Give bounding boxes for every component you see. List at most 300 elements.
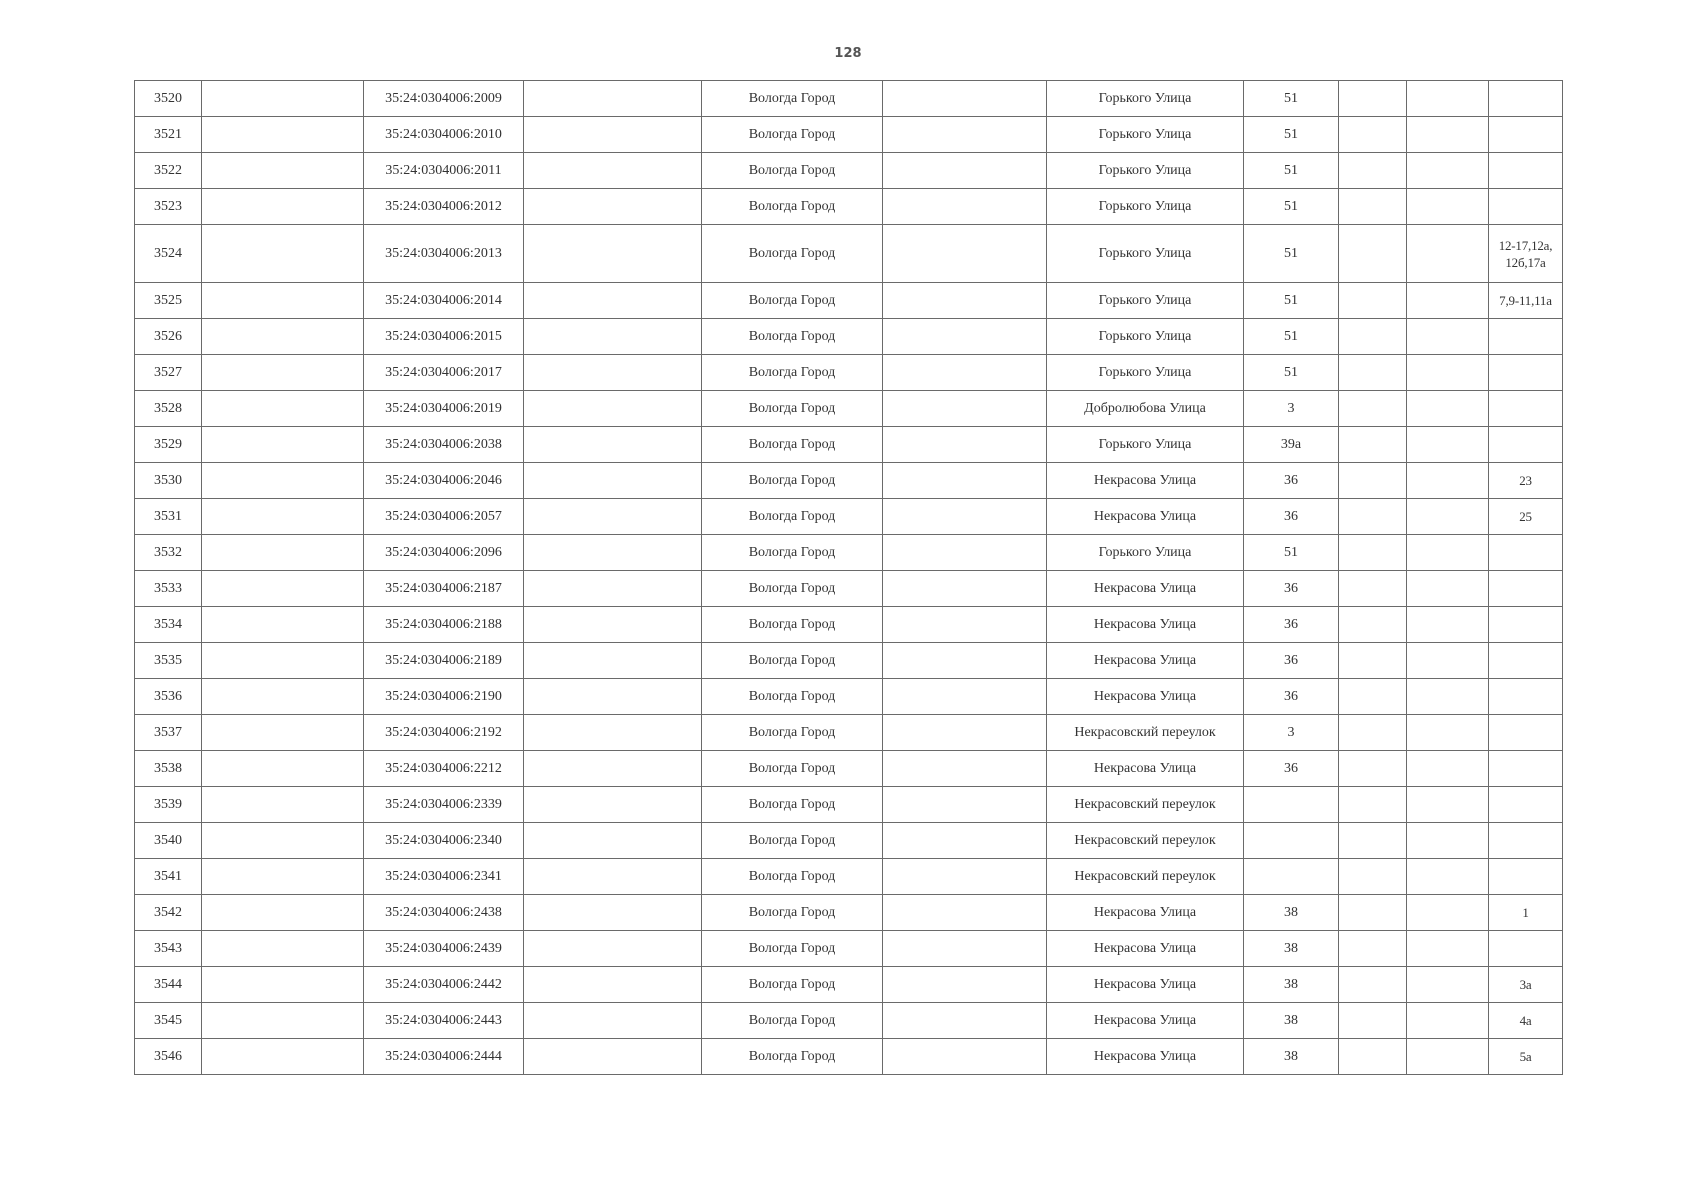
table-row bbox=[135, 355, 1563, 391]
cell-col2 bbox=[202, 283, 364, 319]
cell-col2 bbox=[202, 715, 364, 751]
city: Вологда Город bbox=[702, 715, 883, 751]
cell-col10 bbox=[1407, 283, 1489, 319]
city: Вологда Город bbox=[702, 117, 883, 153]
apartment-numbers bbox=[1489, 189, 1563, 225]
cadastral-number: 35:24:0304006:2012 bbox=[364, 189, 524, 225]
cell-col4 bbox=[524, 859, 702, 895]
cell-col6 bbox=[883, 643, 1047, 679]
cell-col9 bbox=[1339, 81, 1407, 117]
city: Вологда Город bbox=[702, 571, 883, 607]
street: Некрасова Улица bbox=[1047, 499, 1244, 535]
city: Вологда Город bbox=[702, 1039, 883, 1075]
cell-col9 bbox=[1339, 823, 1407, 859]
house-number bbox=[1244, 823, 1339, 859]
cell-col9 bbox=[1339, 895, 1407, 931]
table-row bbox=[135, 931, 1563, 967]
house-number bbox=[1244, 787, 1339, 823]
cell-col4 bbox=[524, 571, 702, 607]
cell-col4 bbox=[524, 607, 702, 643]
apartment-numbers bbox=[1489, 787, 1563, 823]
cell-col10 bbox=[1407, 153, 1489, 189]
cell-col9 bbox=[1339, 715, 1407, 751]
cell-col2 bbox=[202, 679, 364, 715]
apartment-numbers bbox=[1489, 319, 1563, 355]
cadastral-number: 35:24:0304006:2212 bbox=[364, 751, 524, 787]
cadastral-number: 35:24:0304006:2009 bbox=[364, 81, 524, 117]
cell-col4 bbox=[524, 751, 702, 787]
cell-col4 bbox=[524, 643, 702, 679]
cell-col9 bbox=[1339, 571, 1407, 607]
cell-col9 bbox=[1339, 117, 1407, 153]
cell-col6 bbox=[883, 391, 1047, 427]
cell-col2 bbox=[202, 643, 364, 679]
house-number: 51 bbox=[1244, 81, 1339, 117]
cell-col4 bbox=[524, 499, 702, 535]
apartment-numbers: 3а bbox=[1489, 967, 1563, 1003]
apartment-numbers bbox=[1489, 391, 1563, 427]
cell-col10 bbox=[1407, 679, 1489, 715]
cell-col9 bbox=[1339, 319, 1407, 355]
cell-col2 bbox=[202, 427, 364, 463]
house-number: 51 bbox=[1244, 283, 1339, 319]
cell-col6 bbox=[883, 679, 1047, 715]
house-number bbox=[1244, 859, 1339, 895]
table-row bbox=[135, 967, 1563, 1003]
cell-col4 bbox=[524, 787, 702, 823]
cadastral-number: 35:24:0304006:2339 bbox=[364, 787, 524, 823]
cadastral-number: 35:24:0304006:2046 bbox=[364, 463, 524, 499]
city: Вологда Город bbox=[702, 751, 883, 787]
house-number: 36 bbox=[1244, 463, 1339, 499]
record-number: 3540 bbox=[135, 823, 202, 859]
record-number: 3539 bbox=[135, 787, 202, 823]
cadastral-number: 35:24:0304006:2443 bbox=[364, 1003, 524, 1039]
cell-col2 bbox=[202, 535, 364, 571]
cadastral-number: 35:24:0304006:2019 bbox=[364, 391, 524, 427]
cell-col2 bbox=[202, 787, 364, 823]
cell-col10 bbox=[1407, 225, 1489, 283]
house-number: 36 bbox=[1244, 499, 1339, 535]
cell-col2 bbox=[202, 153, 364, 189]
cadastral-number: 35:24:0304006:2190 bbox=[364, 679, 524, 715]
house-number: 36 bbox=[1244, 643, 1339, 679]
cell-col9 bbox=[1339, 751, 1407, 787]
apartment-numbers bbox=[1489, 643, 1563, 679]
cell-col9 bbox=[1339, 499, 1407, 535]
cell-col6 bbox=[883, 895, 1047, 931]
street: Горького Улица bbox=[1047, 189, 1244, 225]
city: Вологда Город bbox=[702, 283, 883, 319]
cell-col10 bbox=[1407, 117, 1489, 153]
house-number: 3 bbox=[1244, 715, 1339, 751]
street: Некрасова Улица bbox=[1047, 643, 1244, 679]
apartment-numbers: 1 bbox=[1489, 895, 1563, 931]
cell-col10 bbox=[1407, 427, 1489, 463]
cell-col9 bbox=[1339, 643, 1407, 679]
cell-col2 bbox=[202, 823, 364, 859]
cell-col10 bbox=[1407, 499, 1489, 535]
apartment-numbers bbox=[1489, 81, 1563, 117]
cell-col10 bbox=[1407, 931, 1489, 967]
street: Некрасовский переулок bbox=[1047, 859, 1244, 895]
cell-col4 bbox=[524, 225, 702, 283]
record-number: 3544 bbox=[135, 967, 202, 1003]
city: Вологда Город bbox=[702, 499, 883, 535]
record-number: 3538 bbox=[135, 751, 202, 787]
apartment-numbers: 12-17,12а, 12б,17а bbox=[1489, 225, 1563, 283]
cell-col6 bbox=[883, 535, 1047, 571]
cadastral-number: 35:24:0304006:2439 bbox=[364, 931, 524, 967]
cadastral-number: 35:24:0304006:2017 bbox=[364, 355, 524, 391]
cell-col6 bbox=[883, 1003, 1047, 1039]
cell-col9 bbox=[1339, 1039, 1407, 1075]
house-number: 51 bbox=[1244, 535, 1339, 571]
cell-col6 bbox=[883, 319, 1047, 355]
cell-col10 bbox=[1407, 715, 1489, 751]
apartment-numbers: 23 bbox=[1489, 463, 1563, 499]
cell-col4 bbox=[524, 463, 702, 499]
street: Горького Улица bbox=[1047, 117, 1244, 153]
cell-col4 bbox=[524, 1003, 702, 1039]
cell-col4 bbox=[524, 895, 702, 931]
cell-col10 bbox=[1407, 787, 1489, 823]
cell-col9 bbox=[1339, 967, 1407, 1003]
table-row bbox=[135, 571, 1563, 607]
cell-col10 bbox=[1407, 823, 1489, 859]
cell-col4 bbox=[524, 355, 702, 391]
apartment-numbers: 25 bbox=[1489, 499, 1563, 535]
table-row bbox=[135, 319, 1563, 355]
cell-col4 bbox=[524, 931, 702, 967]
table-row bbox=[135, 859, 1563, 895]
table-row bbox=[135, 81, 1563, 117]
city: Вологда Город bbox=[702, 81, 883, 117]
street: Некрасова Улица bbox=[1047, 571, 1244, 607]
street: Горького Улица bbox=[1047, 225, 1244, 283]
cadastral-number: 35:24:0304006:2340 bbox=[364, 823, 524, 859]
cell-col4 bbox=[524, 967, 702, 1003]
apartment-numbers: 4а bbox=[1489, 1003, 1563, 1039]
cell-col6 bbox=[883, 751, 1047, 787]
table-row bbox=[135, 751, 1563, 787]
apartment-numbers bbox=[1489, 679, 1563, 715]
cadastral-number: 35:24:0304006:2444 bbox=[364, 1039, 524, 1075]
table-row bbox=[135, 607, 1563, 643]
cell-col4 bbox=[524, 153, 702, 189]
cell-col2 bbox=[202, 1039, 364, 1075]
record-number: 3543 bbox=[135, 931, 202, 967]
table-row bbox=[135, 787, 1563, 823]
record-number: 3523 bbox=[135, 189, 202, 225]
city: Вологда Город bbox=[702, 189, 883, 225]
record-number: 3527 bbox=[135, 355, 202, 391]
cell-col2 bbox=[202, 463, 364, 499]
apartment-numbers bbox=[1489, 931, 1563, 967]
city: Вологда Город bbox=[702, 463, 883, 499]
apartment-numbers bbox=[1489, 153, 1563, 189]
record-number: 3546 bbox=[135, 1039, 202, 1075]
street: Горького Улица bbox=[1047, 355, 1244, 391]
table-row bbox=[135, 679, 1563, 715]
city: Вологда Город bbox=[702, 355, 883, 391]
street: Горького Улица bbox=[1047, 283, 1244, 319]
cell-col10 bbox=[1407, 535, 1489, 571]
cell-col4 bbox=[524, 679, 702, 715]
apartment-numbers: 7,9-11,11а bbox=[1489, 283, 1563, 319]
cell-col10 bbox=[1407, 189, 1489, 225]
cell-col9 bbox=[1339, 535, 1407, 571]
cell-col2 bbox=[202, 499, 364, 535]
apartment-numbers bbox=[1489, 859, 1563, 895]
house-number: 51 bbox=[1244, 225, 1339, 283]
city: Вологда Город bbox=[702, 319, 883, 355]
city: Вологда Город bbox=[702, 787, 883, 823]
apartment-numbers bbox=[1489, 427, 1563, 463]
cadastral-number: 35:24:0304006:2189 bbox=[364, 643, 524, 679]
cadastral-number: 35:24:0304006:2013 bbox=[364, 225, 524, 283]
cell-col10 bbox=[1407, 859, 1489, 895]
cell-col4 bbox=[524, 81, 702, 117]
house-number: 38 bbox=[1244, 1003, 1339, 1039]
city: Вологда Город bbox=[702, 1003, 883, 1039]
table-row bbox=[135, 1003, 1563, 1039]
cell-col2 bbox=[202, 1003, 364, 1039]
house-number: 36 bbox=[1244, 571, 1339, 607]
street: Некрасова Улица bbox=[1047, 1003, 1244, 1039]
house-number: 51 bbox=[1244, 355, 1339, 391]
cell-col2 bbox=[202, 225, 364, 283]
house-number: 36 bbox=[1244, 679, 1339, 715]
city: Вологда Город bbox=[702, 967, 883, 1003]
apartment-numbers bbox=[1489, 607, 1563, 643]
cadastral-number: 35:24:0304006:2187 bbox=[364, 571, 524, 607]
city: Вологда Город bbox=[702, 153, 883, 189]
street: Некрасова Улица bbox=[1047, 607, 1244, 643]
cell-col6 bbox=[883, 1039, 1047, 1075]
cell-col2 bbox=[202, 931, 364, 967]
cadastral-number: 35:24:0304006:2188 bbox=[364, 607, 524, 643]
cell-col4 bbox=[524, 189, 702, 225]
cell-col9 bbox=[1339, 679, 1407, 715]
record-number: 3525 bbox=[135, 283, 202, 319]
record-number: 3524 bbox=[135, 225, 202, 283]
record-number: 3542 bbox=[135, 895, 202, 931]
table-row bbox=[135, 499, 1563, 535]
city: Вологда Город bbox=[702, 427, 883, 463]
house-number: 38 bbox=[1244, 1039, 1339, 1075]
cell-col2 bbox=[202, 81, 364, 117]
city: Вологда Город bbox=[702, 859, 883, 895]
house-number: 38 bbox=[1244, 931, 1339, 967]
cell-col2 bbox=[202, 571, 364, 607]
house-number: 36 bbox=[1244, 607, 1339, 643]
cell-col9 bbox=[1339, 1003, 1407, 1039]
city: Вологда Город bbox=[702, 225, 883, 283]
city: Вологда Город bbox=[702, 895, 883, 931]
city: Вологда Город bbox=[702, 643, 883, 679]
cadastral-number: 35:24:0304006:2192 bbox=[364, 715, 524, 751]
cell-col6 bbox=[883, 607, 1047, 643]
cell-col4 bbox=[524, 823, 702, 859]
table-row bbox=[135, 283, 1563, 319]
record-number: 3533 bbox=[135, 571, 202, 607]
table-body bbox=[135, 81, 1563, 1075]
table-row bbox=[135, 225, 1563, 283]
city: Вологда Город bbox=[702, 823, 883, 859]
record-number: 3531 bbox=[135, 499, 202, 535]
cell-col4 bbox=[524, 715, 702, 751]
street: Горького Улица bbox=[1047, 427, 1244, 463]
cell-col2 bbox=[202, 355, 364, 391]
cell-col6 bbox=[883, 81, 1047, 117]
cell-col6 bbox=[883, 787, 1047, 823]
house-number: 38 bbox=[1244, 895, 1339, 931]
house-number: 51 bbox=[1244, 189, 1339, 225]
street: Некрасова Улица bbox=[1047, 679, 1244, 715]
cadastral-number: 35:24:0304006:2096 bbox=[364, 535, 524, 571]
cell-col6 bbox=[883, 117, 1047, 153]
house-number: 38 bbox=[1244, 967, 1339, 1003]
cell-col10 bbox=[1407, 355, 1489, 391]
street: Некрасова Улица bbox=[1047, 463, 1244, 499]
cell-col2 bbox=[202, 319, 364, 355]
table-row bbox=[135, 895, 1563, 931]
cell-col10 bbox=[1407, 1039, 1489, 1075]
cell-col6 bbox=[883, 153, 1047, 189]
cell-col4 bbox=[524, 535, 702, 571]
street: Добролюбова Улица bbox=[1047, 391, 1244, 427]
street: Некрасовский переулок bbox=[1047, 715, 1244, 751]
cell-col6 bbox=[883, 967, 1047, 1003]
table-row bbox=[135, 715, 1563, 751]
cell-col6 bbox=[883, 571, 1047, 607]
cadastral-number: 35:24:0304006:2015 bbox=[364, 319, 524, 355]
city: Вологда Город bbox=[702, 535, 883, 571]
cell-col2 bbox=[202, 607, 364, 643]
cell-col9 bbox=[1339, 931, 1407, 967]
cadastral-number: 35:24:0304006:2057 bbox=[364, 499, 524, 535]
cell-col6 bbox=[883, 283, 1047, 319]
cell-col10 bbox=[1407, 643, 1489, 679]
cell-col6 bbox=[883, 859, 1047, 895]
record-number: 3536 bbox=[135, 679, 202, 715]
cell-col4 bbox=[524, 319, 702, 355]
cell-col10 bbox=[1407, 319, 1489, 355]
city: Вологда Город bbox=[702, 391, 883, 427]
cadastral-number: 35:24:0304006:2038 bbox=[364, 427, 524, 463]
apartment-numbers bbox=[1489, 823, 1563, 859]
apartment-numbers bbox=[1489, 117, 1563, 153]
cadastral-number: 35:24:0304006:2442 bbox=[364, 967, 524, 1003]
cell-col9 bbox=[1339, 391, 1407, 427]
street: Некрасова Улица bbox=[1047, 751, 1244, 787]
cell-col9 bbox=[1339, 859, 1407, 895]
cell-col2 bbox=[202, 859, 364, 895]
cell-col6 bbox=[883, 823, 1047, 859]
table-row bbox=[135, 535, 1563, 571]
cell-col4 bbox=[524, 427, 702, 463]
cell-col4 bbox=[524, 391, 702, 427]
cell-col10 bbox=[1407, 463, 1489, 499]
table-row bbox=[135, 643, 1563, 679]
cell-col2 bbox=[202, 967, 364, 1003]
cell-col6 bbox=[883, 355, 1047, 391]
cell-col10 bbox=[1407, 967, 1489, 1003]
cadastral-number: 35:24:0304006:2010 bbox=[364, 117, 524, 153]
street: Горького Улица bbox=[1047, 535, 1244, 571]
record-number: 3534 bbox=[135, 607, 202, 643]
cell-col10 bbox=[1407, 751, 1489, 787]
house-number: 51 bbox=[1244, 117, 1339, 153]
cell-col4 bbox=[524, 1039, 702, 1075]
record-number: 3522 bbox=[135, 153, 202, 189]
record-number: 3537 bbox=[135, 715, 202, 751]
record-number: 3529 bbox=[135, 427, 202, 463]
apartment-numbers bbox=[1489, 355, 1563, 391]
cell-col9 bbox=[1339, 153, 1407, 189]
cell-col2 bbox=[202, 751, 364, 787]
cell-col9 bbox=[1339, 189, 1407, 225]
street: Горького Улица bbox=[1047, 319, 1244, 355]
street: Некрасова Улица bbox=[1047, 895, 1244, 931]
street: Некрасова Улица bbox=[1047, 967, 1244, 1003]
record-number: 3532 bbox=[135, 535, 202, 571]
cell-col10 bbox=[1407, 607, 1489, 643]
table-row bbox=[135, 1039, 1563, 1075]
cell-col9 bbox=[1339, 607, 1407, 643]
cell-col6 bbox=[883, 427, 1047, 463]
street: Горького Улица bbox=[1047, 153, 1244, 189]
table-row bbox=[135, 463, 1563, 499]
house-number: 3 bbox=[1244, 391, 1339, 427]
record-number: 3545 bbox=[135, 1003, 202, 1039]
apartment-numbers: 5а bbox=[1489, 1039, 1563, 1075]
table-row bbox=[135, 391, 1563, 427]
house-number: 39а bbox=[1244, 427, 1339, 463]
record-number: 3535 bbox=[135, 643, 202, 679]
cell-col4 bbox=[524, 283, 702, 319]
apartment-numbers bbox=[1489, 571, 1563, 607]
record-number: 3526 bbox=[135, 319, 202, 355]
cadastral-number: 35:24:0304006:2341 bbox=[364, 859, 524, 895]
cell-col6 bbox=[883, 931, 1047, 967]
cell-col6 bbox=[883, 463, 1047, 499]
cell-col9 bbox=[1339, 427, 1407, 463]
table-row bbox=[135, 189, 1563, 225]
cell-col2 bbox=[202, 391, 364, 427]
cell-col6 bbox=[883, 189, 1047, 225]
record-number: 3530 bbox=[135, 463, 202, 499]
page-number: 128 bbox=[834, 46, 862, 61]
table-row bbox=[135, 427, 1563, 463]
city: Вологда Город bbox=[702, 931, 883, 967]
street: Некрасова Улица bbox=[1047, 931, 1244, 967]
record-number: 3521 bbox=[135, 117, 202, 153]
cell-col6 bbox=[883, 225, 1047, 283]
cell-col10 bbox=[1407, 895, 1489, 931]
cell-col9 bbox=[1339, 463, 1407, 499]
apartment-numbers bbox=[1489, 751, 1563, 787]
cadastral-number: 35:24:0304006:2014 bbox=[364, 283, 524, 319]
cell-col10 bbox=[1407, 81, 1489, 117]
cell-col2 bbox=[202, 117, 364, 153]
cell-col9 bbox=[1339, 225, 1407, 283]
cadastral-number: 35:24:0304006:2438 bbox=[364, 895, 524, 931]
cell-col10 bbox=[1407, 571, 1489, 607]
cell-col6 bbox=[883, 499, 1047, 535]
city: Вологда Город bbox=[702, 679, 883, 715]
